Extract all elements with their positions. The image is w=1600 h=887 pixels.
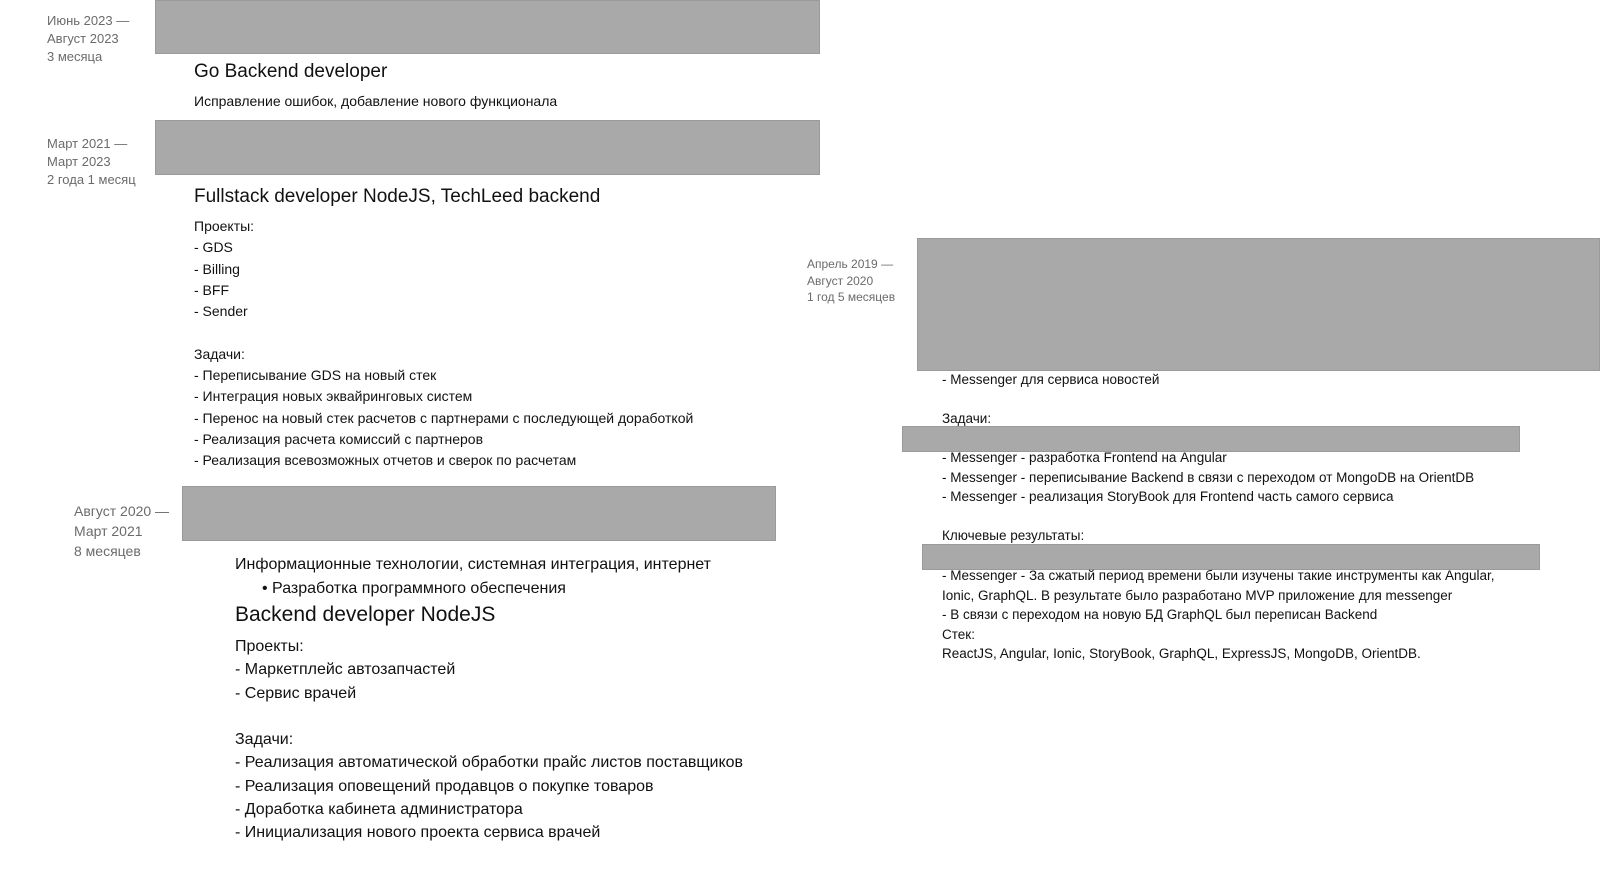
- job4-line: Ключевые результаты:: [942, 528, 1085, 543]
- job3-redacted-block: [182, 486, 776, 541]
- job1-redacted-block: [155, 0, 820, 54]
- job4-period-end: Август 2020: [807, 273, 874, 288]
- job3-industry-item: • Разработка программного обеспечения: [262, 580, 566, 597]
- job3-line: - Реализация оповещений продавцов о покупке товаров: [235, 777, 654, 795]
- job2-period-end: Март 2023: [47, 154, 111, 169]
- job4-period-start: Апрель 2019 —: [807, 257, 894, 271]
- job3-period-start: Август 2020 —: [74, 503, 170, 519]
- job4-details-c: [942, 566, 1495, 664]
- job1-duration: 3 месяца: [47, 49, 103, 64]
- job4-line: Ionic, GraphQL. В результате было разработано MVP приложение для messenger: [942, 587, 1453, 603]
- job3-period: [74, 501, 169, 561]
- job4-line: - Messenger - реализация StoryBook для Frontend часть самого сервиса: [942, 489, 1394, 504]
- job3-period-end: Март 2021: [74, 523, 143, 539]
- job2-line: Проекты:: [194, 218, 255, 234]
- job2-details: [194, 216, 693, 472]
- job3-line: - Сервис врачей: [235, 684, 357, 702]
- job3-line: Проекты:: [235, 638, 304, 655]
- job1-period: [47, 12, 129, 66]
- job4-line: - Messenger для сервиса новостей: [942, 372, 1160, 387]
- job2-line: Задачи:: [194, 345, 245, 362]
- job2-period: [47, 135, 136, 189]
- job4-period: [807, 256, 895, 306]
- job3-line: - Инициализация нового проекта сервиса врачей: [235, 824, 601, 842]
- job2-duration: 2 года 1 месяц: [47, 172, 136, 187]
- job4-redacted-block: [917, 238, 1600, 371]
- job3-line: - Доработка кабинета администратора: [235, 801, 523, 819]
- job2-line: - Переписывание GDS на новый стек: [194, 367, 437, 384]
- job4-line: - В связи с переходом на новую БД GraphQL был переписан Backend: [942, 607, 1378, 622]
- job3-duration: 8 месяцев: [74, 543, 141, 559]
- job3-line: Задачи:: [235, 731, 294, 749]
- job2-line: - Реализация всевозможных отчетов и сверок по расчетам: [194, 452, 577, 469]
- job1-position: Go Backend developer: [194, 61, 388, 82]
- job2-line: - Billing: [194, 260, 240, 277]
- job4-line-spacer: [942, 507, 1474, 527]
- job3-line: - Реализация автоматической обработки прайс листов поставщиков: [235, 754, 744, 772]
- job3-details: [235, 635, 743, 845]
- job2-line: - Перенос на новый стек расчетов с партнерами с последующей доработкой: [194, 409, 694, 426]
- job3-industry: Информационные технологии, системная интеграция, интернет: [235, 556, 711, 573]
- job3-position: Backend developer NodeJS: [235, 603, 496, 626]
- job4-details-a: [942, 370, 1159, 429]
- job2-redacted-block: [155, 120, 820, 175]
- job2-period-start: Март 2021 —: [47, 136, 128, 151]
- job3-line: - Маркетплейс автозапчастей: [235, 661, 456, 679]
- job4-line: - Messenger - переписывание Backend в связи с переходом от MongoDB на OrientDB: [942, 469, 1475, 485]
- job4-line-spacer: [942, 390, 1159, 410]
- job2-line-spacer: [194, 322, 693, 343]
- job1-period-end: Август 2023: [47, 31, 119, 46]
- job4-line: Стек:: [942, 626, 975, 642]
- job2-line: - Интеграция новых эквайринговых систем: [194, 388, 473, 405]
- job4-line: - Messenger - разработка Frontend на Angular: [942, 450, 1227, 465]
- job4-line: ReactJS, Angular, Ionic, StoryBook, GraphQL, ExpressJS, MongoDB, OrientDB.: [942, 646, 1421, 661]
- job2-line: - Реализация расчета комиссий с партнеров: [194, 430, 484, 447]
- job4-details-b: [942, 448, 1474, 546]
- job4-duration: 1 год 5 месяцев: [807, 290, 896, 304]
- job3-line-spacer: [235, 705, 743, 728]
- job1-description: Исправление ошибок, добавление нового функционала: [194, 93, 558, 109]
- job4-line: - Messenger - За сжатый период времени были изучены такие инструменты как Angular,: [942, 568, 1495, 583]
- job2-line: - Sender: [194, 303, 248, 320]
- job2-line: - GDS: [194, 239, 233, 256]
- job2-line: - BFF: [194, 281, 229, 298]
- job4-line: Задачи:: [942, 411, 992, 426]
- job2-position: Fullstack developer NodeJS, TechLeed backend: [194, 186, 601, 207]
- job1-period-start: Июнь 2023 —: [47, 13, 130, 28]
